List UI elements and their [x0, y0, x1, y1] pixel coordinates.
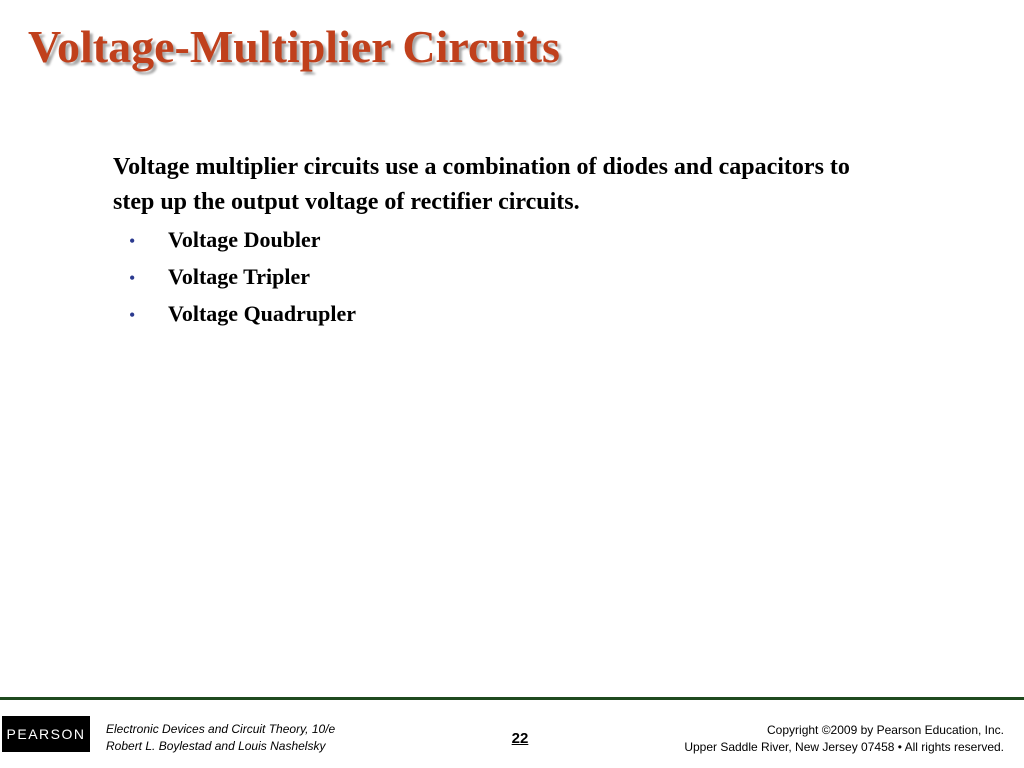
bullet-label: Voltage Quadrupler: [168, 301, 357, 326]
slide-title: Voltage-Multiplier Circuits: [28, 21, 560, 72]
bullet-icon: •: [129, 231, 136, 251]
copyright-line-1: Copyright ©2009 by Pearson Education, Inc.: [767, 723, 1004, 737]
bullet-icon: •: [129, 268, 136, 288]
book-title: Electronic Devices and Circuit Theory, 10/e: [106, 722, 336, 736]
footer-divider: [0, 697, 1024, 700]
bullet-item-voltage-quadrupler: [113, 295, 873, 332]
copyright-notice: [684, 722, 1004, 756]
bullet-item-voltage-doubler: [113, 221, 873, 258]
page-number: 22: [511, 730, 529, 747]
intro-paragraph: Voltage multiplier circuits use a combination of diodes and capacitors to step up the output voltage of rectifier circuits.: [113, 154, 850, 215]
bullet-list: [113, 221, 873, 332]
bullet-item-voltage-tripler: [113, 258, 873, 295]
bullet-icon: •: [129, 305, 136, 325]
slide-content: [113, 150, 873, 332]
bullet-label: Voltage Doubler: [168, 227, 321, 252]
book-info: [106, 721, 335, 755]
bullet-label: Voltage Tripler: [168, 264, 310, 289]
pearson-logo: [2, 716, 90, 752]
logo-text: PEARSON: [6, 726, 86, 742]
copyright-line-2: Upper Saddle River, New Jersey 07458 • All rights reserved.: [684, 740, 1004, 754]
book-authors: Robert L. Boylestad and Louis Nashelsky: [106, 739, 326, 753]
